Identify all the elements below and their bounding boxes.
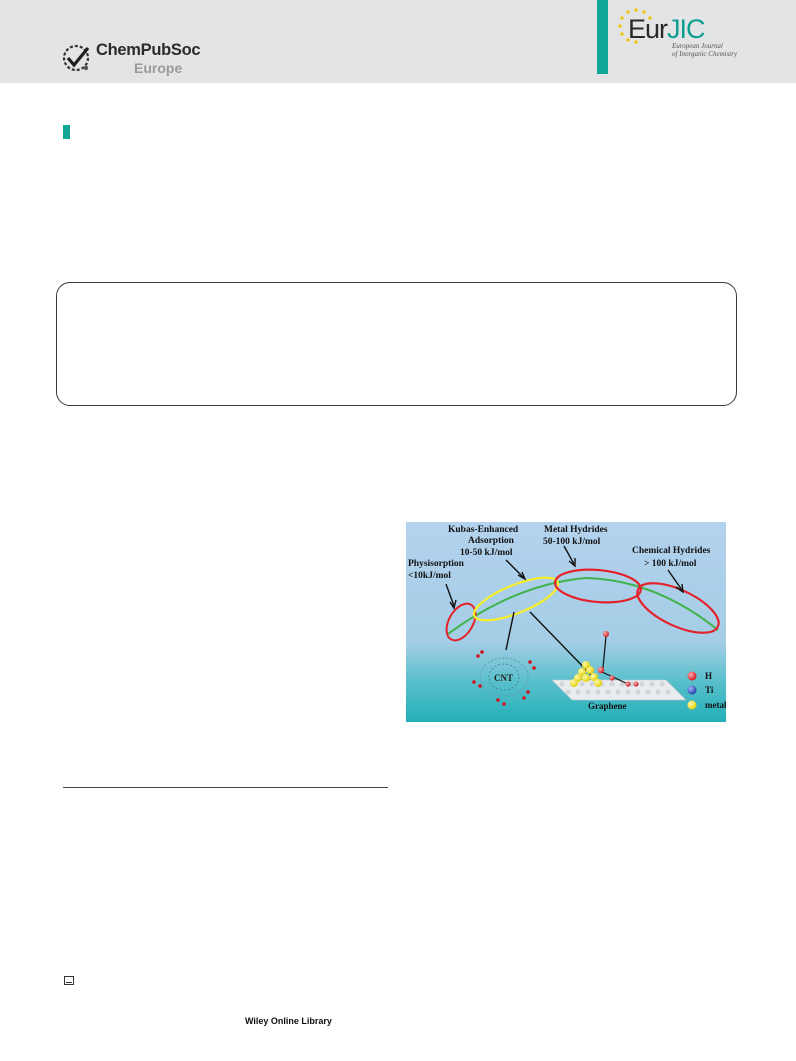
legend-h-label: H	[705, 671, 713, 681]
kubas-label-3: 10-50 kJ/mol	[460, 548, 513, 558]
cnt-label: CNT	[494, 673, 514, 683]
metal-hydrides-label-1: Metal Hydrides	[544, 525, 608, 535]
publisher-region: Europe	[134, 60, 183, 76]
kubas-label-1: Kubas-Enhanced	[448, 525, 519, 535]
journal-subtitle	[672, 42, 752, 58]
chemical-hydrides-label-1: Chemical Hydrides	[632, 546, 711, 556]
footnote-divider	[63, 787, 388, 788]
journal-logo-eur: Eur	[628, 14, 668, 44]
legend-ti-marker	[688, 686, 697, 695]
metal-hydrides-label-2: 50-100 kJ/mol	[543, 537, 601, 547]
physisorption-label-2: <10kJ/mol	[408, 571, 451, 581]
journal-header	[0, 0, 796, 83]
abstract-box	[56, 282, 737, 406]
journal-accent-bar	[597, 0, 608, 74]
section-marker	[63, 125, 70, 139]
journal-subtitle-line-1: European Journal	[672, 42, 723, 50]
physisorption-label-1: Physisorption	[408, 559, 464, 569]
supporting-info-icon[interactable]	[64, 976, 74, 985]
wiley-online-library: Wiley Online Library	[245, 1016, 332, 1026]
journal-logo-jic: JIC	[667, 14, 705, 44]
journal-subtitle-line-2: of Inorganic Chemistry	[672, 50, 738, 58]
hydrogen-storage-figure	[406, 522, 726, 722]
chempubsoc-logo-icon	[62, 40, 92, 76]
legend-metal-marker	[688, 701, 697, 710]
legend-metal-label: metal	[705, 700, 726, 710]
graphene-label: Graphene	[588, 701, 627, 711]
journal-logo	[628, 14, 705, 45]
publisher-name: ChemPubSoc	[96, 41, 201, 59]
legend-ti-label: Ti	[705, 685, 714, 695]
legend-h-marker	[688, 672, 697, 681]
kubas-label-2: Adsorption	[468, 536, 514, 546]
chemical-hydrides-label-2: > 100 kJ/mol	[644, 559, 697, 569]
